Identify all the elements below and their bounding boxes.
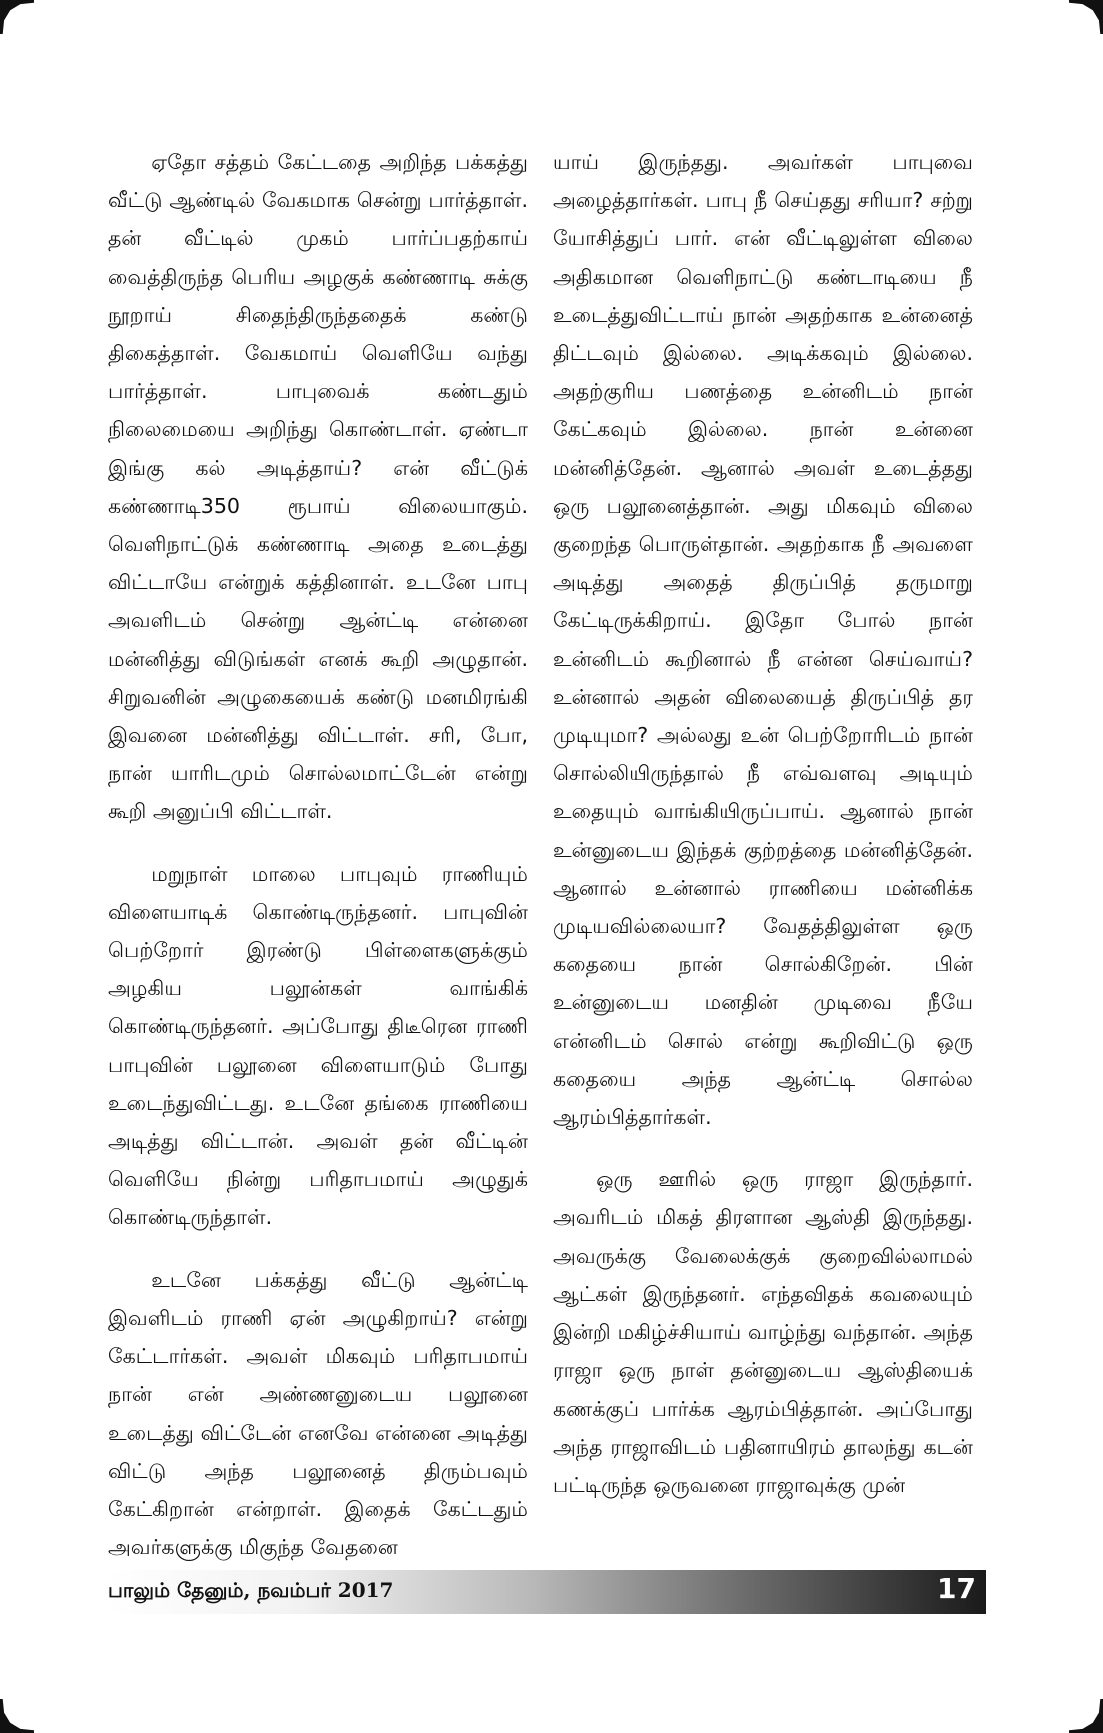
magazine-title: பாலும் தேனும், நவம்பர் 2017 xyxy=(108,1578,394,1602)
left-column xyxy=(108,143,528,1566)
page-corner-top-left xyxy=(0,0,34,34)
page-corner-bottom-right xyxy=(1069,1699,1103,1733)
right-column xyxy=(553,143,973,1504)
paragraph: உடனே பக்கத்து வீட்டு ஆன்ட்டி இவளிடம் ராணி ஏன் அழுகிறாய்? என்று கேட்டார்கள். அவள் மிகவும் பரிதாபமாய் நான் என் அண்ணனுடைய பலூனை உடைத்து விட்டேன் எனவே என்னை அடித்து விட்டு அந்த பலூனைத் திரும்பவும் கேட்கிறான் என்றாள். இதைக் கேட்டதும் அவர்களுக்கு மிகுந்த வேதனை xyxy=(108,1267,528,1560)
page-corner-bottom-left xyxy=(0,1699,34,1733)
paragraph: ஏதோ சத்தம் கேட்டதை அறிந்த பக்கத்து வீட்டு ஆண்டில் வேகமாக சென்று பார்த்தாள். தன் வீட்டில் முகம் பார்ப்பதற்காய் வைத்திருந்த பெரிய அழகுக் கண்ணாடி சுக்கு நூறாய் சிதைந்திருந்ததைக் கண்டு திகைத்தாள். வேகமாய் வெளியே வந்து பார்த்தாள். பாபுவைக் கண்டதும் நிலைமையை அறிந்து கொண்டாள். ஏண்டா இங்கு கல் அடித்தாய்? என் வீட்டுக் கண்ணாடி350 ரூபாய் விலையாகும். வெளிநாட்டுக் கண்ணாடி அதை உடைத்து விட்டாயே என்றுக் கத்தினாள். உடனே பாபு அவளிடம் சென்று ஆன்ட்டி என்னை மன்னித்து விடுங்கள் எனக் கூறி அழுதான். சிறுவனின் அழுகையைக் கண்டு மனமிரங்கி இவனை மன்னித்து விட்டாள். சரி, போ, நான் யாரிடமும் சொல்லமாட்டேன் என்று கூறி அனுப்பி விட்டாள். xyxy=(108,150,528,824)
footer-bar xyxy=(108,1570,986,1614)
page-number: 17 xyxy=(937,1572,976,1605)
paragraph: ஒரு ஊரில் ஒரு ராஜா இருந்தார். அவரிடம் மிகத் திரளான ஆஸ்தி இருந்தது. அவருக்கு வேலைக்குக் குறைவில்லாமல் ஆட்கள் இருந்தனர். எந்தவிதக் கவலையும் இன்றி மகிழ்ச்சியாய் வாழ்ந்து வந்தான். அந்த ராஜா ஒரு நாள் தன்னுடைய ஆஸ்தியைக் கணக்குப் பார்க்க ஆரம்பித்தான். அப்போது அந்த ராஜாவிடம் பதினாயிரம் தாலந்து கடன் பட்டிருந்த ஒருவனை ராஜாவுக்கு முன் xyxy=(553,1167,973,1497)
paragraph: மறுநாள் மாலை பாபுவும் ராணியும் விளையாடிக் கொண்டிருந்தனர். பாபுவின் பெற்றோர் இரண்டு பிள்ளைகளுக்கும் அழகிய பலூன்கள் வாங்கிக் கொண்டிருந்தனர். அப்போது திடீரென ராணி பாபுவின் பலூனை விளையாடும் போது உடைந்துவிட்டது. உடனே தங்கை ராணியை அடித்து விட்டான். அவள் தன் வீட்டின் வெளியே நின்று பரிதாபமாய் அழுதுக் கொண்டிருந்தாள். xyxy=(108,861,528,1230)
page-corner-top-right xyxy=(1069,0,1103,34)
paragraph-continued: யாய் இருந்தது. அவர்கள் பாபுவை அழைத்தார்கள். பாபு நீ செய்தது சரியா? சற்று யோசித்துப் பார். என் வீட்டிலுள்ள விலை அதிகமான வெளிநாட்டு கண்டாடியை நீ உடைத்துவிட்டாய் நான் அதற்காக உன்னைத் திட்டவும் இல்லை. அடிக்கவும் இல்லை. அதற்குரிய பணத்தை உன்னிடம் நான் கேட்கவும் இல்லை. நான் உன்னை மன்னித்தேன். ஆனால் அவள் உடைத்தது ஒரு பலூனைத்தான். அது மிகவும் விலை குறைந்த பொருள்தான். அதற்காக நீ அவளை அடித்து அதைத் திருப்பித் தருமாறு கேட்டிருக்கிறாய். இதோ போல் நான் உன்னிடம் கூறினால் நீ என்ன செய்வாய்? உன்னால் அதன் விலையைத் திருப்பித் தர முடியுமா? அல்லது உன் பெற்றோரிடம் நான் சொல்லியிருந்தால் நீ எவ்வளவு அடியும் உதையும் வாங்கியிருப்பாய். ஆனால் நான் உன்னுடைய இந்தக் குற்றத்தை மன்னித்தேன். ஆனால் உன்னால் ராணியை மன்னிக்க முடியவில்லையா? வேதத்திலுள்ள ஒரு கதையை நான் சொல்கிறேன். பின் உன்னுடைய மனதின் முடிவை நீயே என்னிடம் சொல் என்று கூறிவிட்டு ஒரு கதையை அந்த ஆன்ட்டி சொல்ல ஆரம்பித்தார்கள். xyxy=(553,150,973,1130)
